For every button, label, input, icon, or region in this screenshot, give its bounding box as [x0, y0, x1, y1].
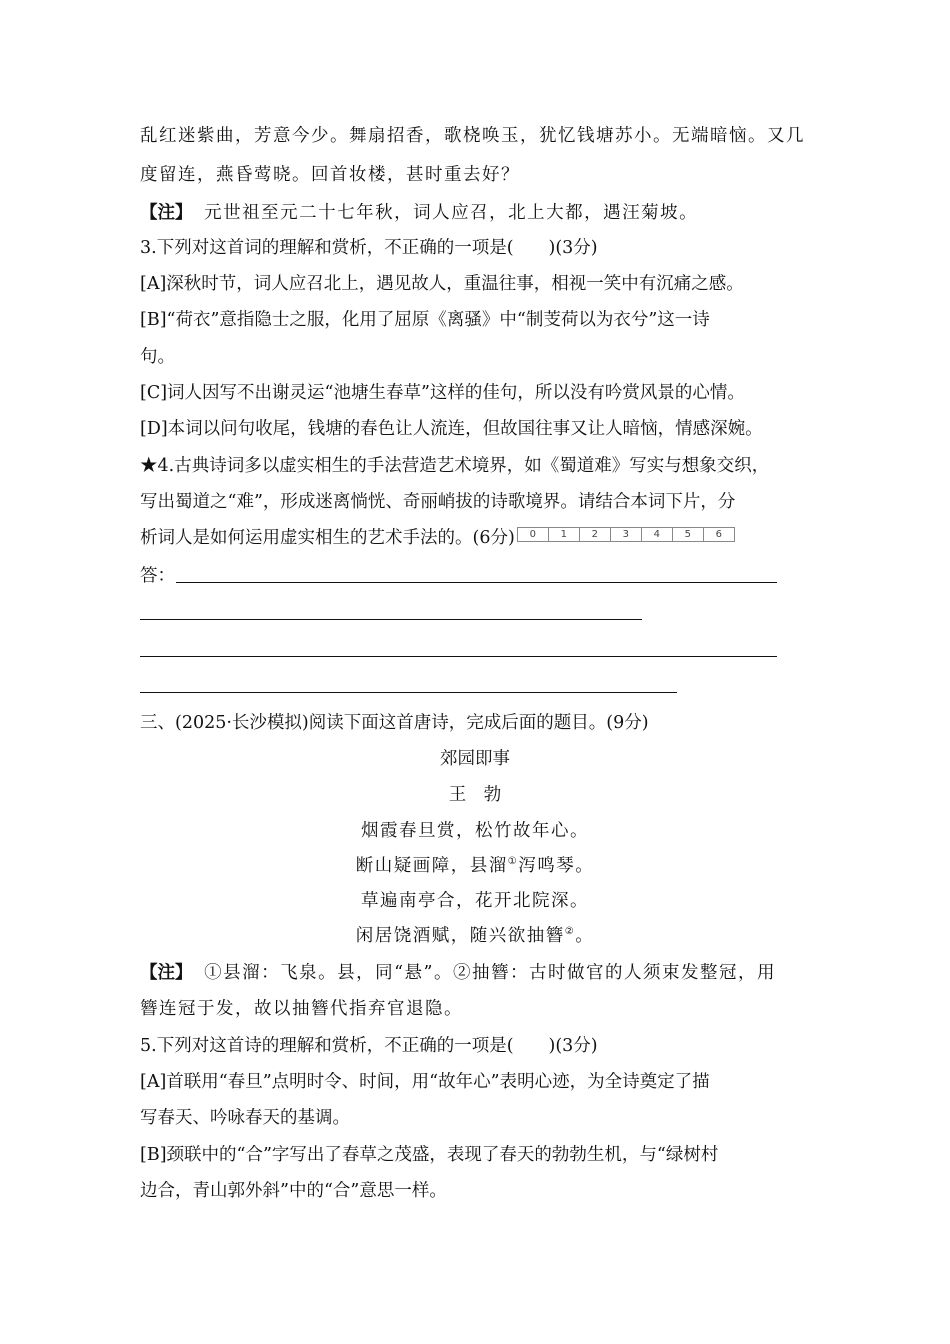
section-heading: 三、(2025·长沙模拟)阅读下面这首唐诗，完成后面的题目。(9分): [140, 713, 649, 733]
poem-verse: [140, 852, 810, 880]
answer-label: 答：: [140, 566, 175, 586]
poem-verse: 草遍南亭合，花开北院深。: [361, 891, 589, 911]
score-cell[interactable]: 2: [580, 528, 611, 541]
poem-line: 乱红迷紫曲，芳意今少。舞扇招香，歌桡唤玉，犹忆钱塘苏小。无端暗恼。又几: [140, 126, 805, 146]
note-cont: 簪连冠于发，故以抽簪代指弃官退隐。: [140, 999, 463, 1019]
answer-line[interactable]: [140, 656, 777, 657]
poem-line: 度留连，燕昏莺晓。回首妆楼，甚时重去好？: [140, 165, 520, 185]
note: [140, 959, 776, 987]
score-scale[interactable]: [517, 527, 735, 542]
verse-text: 泻鸣琴。: [518, 856, 595, 876]
poem-verse: 烟霞春旦赏，松竹故年心。: [361, 821, 589, 841]
option-b: [B]颈联中的“合”字写出了春草之茂盛，表现了春天的勃勃生机，与“绿树村: [140, 1145, 719, 1165]
option-b-cont: 边合，青山郭外斜”中的“合”意思一样。: [140, 1181, 447, 1201]
score-cell[interactable]: 4: [642, 528, 673, 541]
score-cell[interactable]: 5: [673, 528, 704, 541]
option-a: [A]首联用“春旦”点明时令、时间，用“故年心”表明心迹，为全诗奠定了描: [140, 1072, 710, 1092]
option-b: [B]“荷衣”意指隐士之服，化用了屈原《离骚》中“制芰荷以为衣兮”这一诗: [140, 310, 710, 330]
question-4-line: [140, 524, 735, 552]
option-d: [D]本词以问句收尾，钱塘的春色让人流连，但故国往事又让人暗恼，情感深婉。: [140, 419, 763, 439]
note-label: 【注】: [140, 203, 193, 223]
answer-line[interactable]: [140, 692, 677, 693]
footnote-marker: ②: [564, 926, 576, 937]
option-a-cont: 写春天、吟咏春天的基调。: [140, 1108, 350, 1128]
score-cell[interactable]: 0: [518, 528, 549, 541]
score-cell[interactable]: 3: [611, 528, 642, 541]
option-a: [140, 270, 744, 298]
note: [140, 199, 698, 227]
score-cell[interactable]: 6: [715, 529, 722, 540]
option-b-cont: 句。: [140, 347, 175, 367]
poem-author: 王 勃: [448, 785, 502, 805]
poem-verse: [140, 922, 810, 950]
verse-text: 。: [575, 926, 595, 946]
verse-text: 闲居饶酒赋，随兴欲抽簪: [355, 926, 565, 946]
question-4-line: ★4.古典诗词多以虚实相生的手法营造艺术境界，如《蜀道难》写实与想象交织，: [140, 456, 770, 476]
question-4-line: 写出蜀道之“难”，形成迷离惝恍、奇丽峭拔的诗歌境界。请结合本词下片，分: [140, 492, 736, 512]
footnote-marker: ①: [507, 856, 519, 867]
question-3-stem: 3.下列对这首词的理解和赏析，不正确的一项是( )(3分): [140, 238, 598, 258]
question-4-text: 析词人是如何运用虚实相生的艺术手法的。(6分): [140, 528, 515, 548]
note-text: 元世祖至元二十七年秋，词人应召，北上大都，遇汪菊坡。: [204, 203, 699, 223]
option-c: [C]词人因写不出谢灵运“池塘生春草”这样的佳句，所以没有吟赏风景的心情。: [140, 383, 745, 403]
answer-line[interactable]: [140, 619, 642, 620]
verse-text: 断山疑画障，县溜: [355, 856, 508, 876]
note-text: ①县溜：飞泉。县，同“悬”。②抽簪：古时做官的人须束发整冠，用: [204, 963, 776, 983]
poem-title: 郊园即事: [440, 749, 510, 769]
option-text: [A]深秋时节，词人应召北上，遇见故人，重温往事，相视一笑中有沉痛之感。: [140, 274, 744, 294]
question-5-stem: 5.下列对这首诗的理解和赏析，不正确的一项是( )(3分): [140, 1036, 598, 1056]
score-cell[interactable]: 1: [549, 528, 580, 541]
note-label: 【注】: [140, 963, 193, 983]
answer-line[interactable]: [176, 582, 777, 583]
